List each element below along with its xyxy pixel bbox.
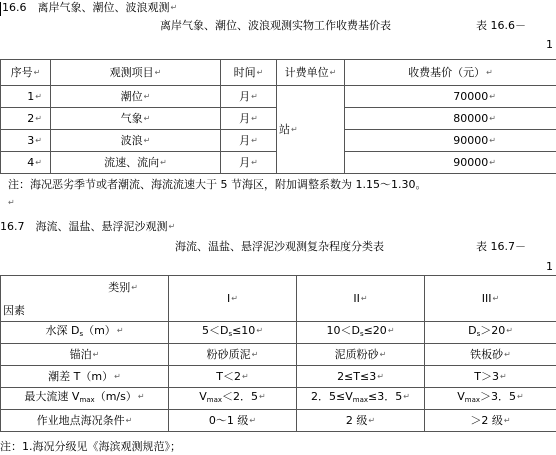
table-number-suffix: 1 [546, 260, 553, 273]
factor-label: 作业地点海况条件 ↵ [37, 414, 133, 427]
row-price: 70000 ↵ [453, 90, 496, 103]
class1-value: T＜2 ↵ [216, 370, 248, 383]
row-no: 1 ↵ [27, 90, 42, 103]
table-title-16-6: 离岸气象、潮位、波浪观测实物工作收费基价表 [160, 19, 391, 32]
table-header-row [1, 60, 556, 86]
table-number-16-6: 表 16.6－ [476, 19, 526, 32]
row-item: 潮位 ↵ [121, 90, 151, 103]
row-price: 90000 ↵ [453, 156, 496, 169]
complexity-table [0, 275, 556, 432]
row-item: 波浪 ↵ [121, 134, 151, 147]
class2-value: 2．$5\le V_{max}\le 3$．5 ↵ [311, 390, 410, 403]
table-row [1, 322, 556, 344]
row-item: 气象 ↵ [121, 112, 151, 125]
class3-value: $V_{max}>3$．5 ↵ [457, 390, 524, 403]
diagonal-header [1, 276, 168, 321]
class3-value: T＞3 ↵ [474, 370, 506, 383]
row-time: 月 ↵ [239, 112, 258, 125]
class2-value: 2≤T≤3 ↵ [337, 370, 384, 383]
section-heading-16-6: 16.6 离岸气象、潮位、波浪观测 ↵ [2, 1, 177, 15]
header-category: 类别 ↵ [108, 281, 138, 294]
class2-value: $10<D_s\le 20$ ↵ [326, 324, 394, 337]
col-header-unit: 计费单位 ↵ [285, 66, 337, 79]
class1-value: 粉砂质泥 ↵ [207, 348, 259, 361]
class3-value: 铁板砂 ↵ [470, 348, 511, 361]
factor-label: 锚泊 ↵ [70, 348, 100, 361]
table-title-16-7: 海流、温盐、悬浮泥沙观测复杂程度分类表 [175, 240, 384, 253]
col-header-time: 时间 ↵ [234, 66, 264, 79]
class-header-1: I ↵ [227, 292, 238, 305]
class3-value: ＞2 级 ↵ [470, 414, 510, 427]
row-price: 90000 ↵ [453, 134, 496, 147]
col-header-price: 收费基价（元） ↵ [408, 66, 493, 79]
row-time: 月 ↵ [239, 134, 258, 147]
factor-label: 潮差 T（m） ↵ [48, 370, 121, 383]
row-price: 80000 ↵ [453, 112, 496, 125]
row-time: 月 ↵ [239, 90, 258, 103]
class2-value: 泥质粉砂 ↵ [335, 348, 387, 361]
class-header-3: III ↵ [482, 292, 499, 305]
table-row [1, 388, 556, 410]
row-time: 月 ↵ [239, 156, 258, 169]
fee-table [0, 59, 556, 174]
row-item: 流速、流向 ↵ [104, 156, 167, 169]
class1-value: $V_{max}<2$．5 ↵ [199, 390, 266, 403]
table-row [1, 86, 556, 108]
class-header-2: II ↵ [353, 292, 367, 305]
table-number-16-7: 表 16.7－ [476, 240, 526, 253]
note-16-6: 注：海况恶劣季节或者潮流、海流流速大于 5 节海区，附加调整系数为 1.15～1.30。 [8, 178, 427, 191]
col-header-item: 观测项目 ↵ [110, 66, 162, 79]
table-row [1, 410, 556, 432]
class1-value: 0～1 级 ↵ [209, 414, 256, 427]
text-cursor [0, 2, 1, 16]
paragraph-mark: ↵ [8, 198, 15, 207]
header-factor: 因素 [3, 304, 25, 317]
factor-label: 最大流速 $V_{max}(m/s)$ ↵ [24, 390, 144, 403]
table-row [1, 344, 556, 366]
class3-value: $D_s>20$ ↵ [468, 324, 513, 337]
row-no: 3 ↵ [27, 134, 42, 147]
table-number-suffix: 1 [546, 38, 553, 51]
unit-cell: 站 ↵ [279, 123, 298, 136]
class1-value: $5<D_s\le 10$ ↵ [202, 324, 263, 337]
section-heading-16-7: 16.7 海流、温盐、悬浮泥沙观测 ↵ [0, 220, 175, 234]
table-header-row [1, 276, 556, 322]
note-16-7: 注：1.海况分级见《海滨观测规范》； [0, 440, 181, 453]
row-no: 4 ↵ [27, 156, 42, 169]
col-header-no: 序号 ↵ [11, 66, 41, 79]
class2-value: 2 级 ↵ [346, 414, 375, 427]
factor-label: 水深 $D_s(m)$ ↵ [45, 324, 123, 337]
table-row [1, 366, 556, 388]
row-no: 2 ↵ [27, 112, 42, 125]
